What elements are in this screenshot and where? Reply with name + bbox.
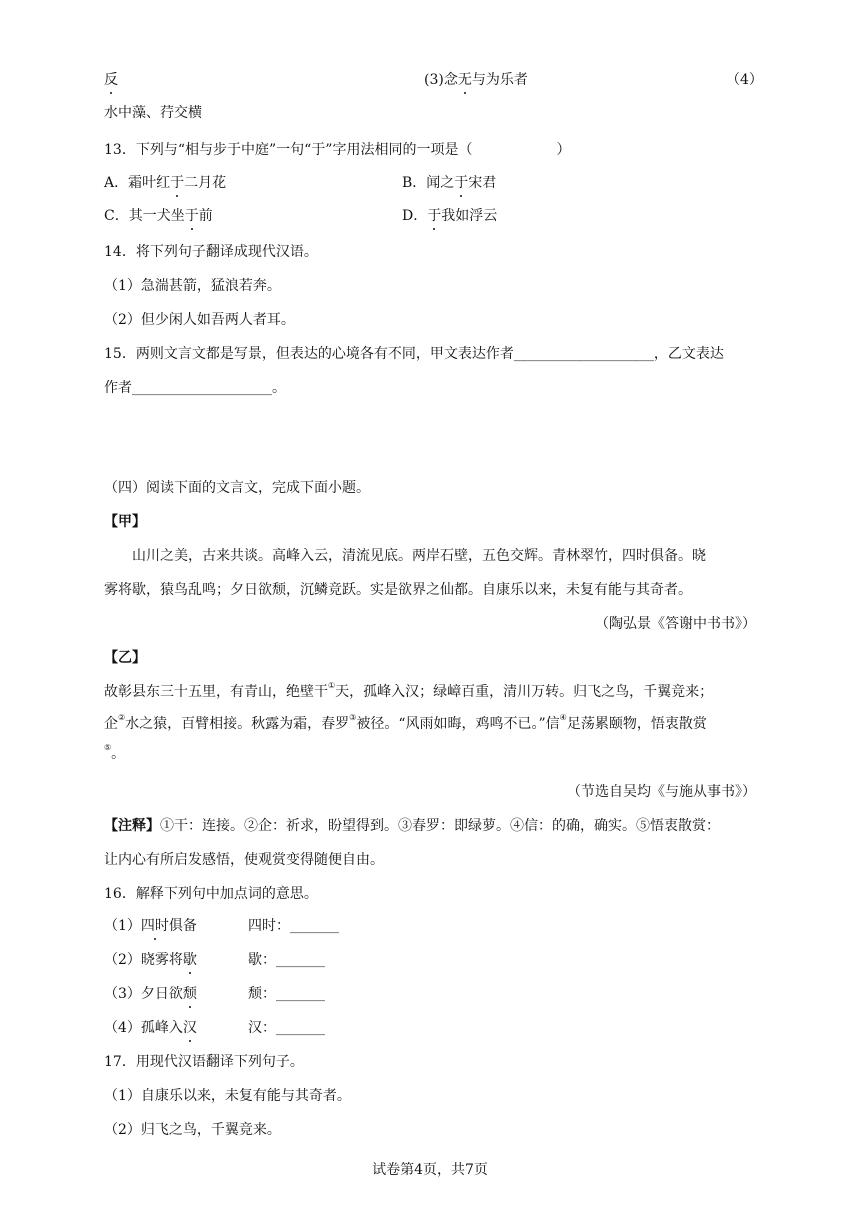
q14-sentence-1: （1）急湍甚箭，猛浪若奔。: [104, 278, 281, 294]
q17-sentence-2: （2）归飞之鸟，千翼竞来。: [104, 1122, 281, 1138]
q13-option-b[interactable]: B．闻之于宋君: [402, 175, 497, 191]
q16-item-2: （2）晓雾将歇: [104, 952, 197, 968]
q13-stem: 13．下列与“相与步于中庭”一句“于”字用法相同的一项是（ ）: [104, 142, 571, 158]
item-4-text: 水中藻、荇交横: [104, 105, 202, 121]
dotted-char: 于: [427, 208, 442, 224]
line-fragment-fan: [104, 70, 118, 90]
notes-label: 【注释】: [104, 818, 160, 834]
dotted-char: 于: [184, 208, 199, 224]
dotted-char: 于: [454, 175, 469, 191]
dotted-char: 颓: [182, 986, 197, 1002]
page-footer: 试卷第4页，共7页: [372, 1162, 488, 1178]
q16-stem: 16．解释下列句中加点词的意思。: [104, 886, 318, 902]
q15-line-2: 作者____________________。: [104, 380, 286, 396]
yi-paragraph-line-1: 故彰县东三十五里，有青山，绝壁干①天，孤峰入汉；绿嶂百重，清川万转。归飞之鸟，千翼竞来；: [104, 681, 714, 700]
q17-sentence-1: （1）自康乐以来，未复有能与其奇者。: [104, 1088, 351, 1104]
jia-label: 【甲】: [104, 514, 146, 530]
yi-paragraph-line-2: 企②水之猿，百臂相接。秋露为霜，春罗③被径。“风雨如晦，鸡鸣不已。”信④足荡累颐物，悟衷散赏: [104, 713, 707, 732]
q16-answer-3[interactable]: 颓：_______: [248, 986, 325, 1002]
q13-option-c[interactable]: C．其一犬坐于前: [104, 208, 213, 224]
notes-line-2: 让内心有所启发感悟，使观赏变得随便自由。: [104, 852, 384, 868]
q16-item-1: （1）四时俱备: [104, 918, 197, 934]
q13-option-a[interactable]: A．霜叶红于二月花: [104, 175, 227, 191]
yi-label: 【乙】: [104, 650, 146, 666]
footnote-mark-3: ③: [349, 713, 357, 722]
dotted-word: 四时: [140, 918, 169, 934]
q16-item-4: （4）孤峰入汉: [104, 1020, 197, 1036]
dotted-char: 歇: [182, 952, 197, 968]
yi-source: （节选自吴均《与施从事书》）: [567, 784, 756, 800]
q16-item-3: （3）夕日欲颓: [104, 986, 197, 1002]
jia-source: （陶弘景《答谢中书书》）: [595, 616, 756, 632]
dotted-char: 反: [104, 72, 118, 88]
q16-answer-4[interactable]: 汉：_______: [248, 1020, 325, 1036]
footnote-mark-1: ①: [328, 681, 336, 690]
q14-stem: 14．将下列句子翻译成现代汉语。: [104, 244, 318, 260]
jia-paragraph-line-2: 雾将歇，猿鸟乱鸣；夕日欲颓，沉鳞竞跃。实是欲界之仙都。自康乐以来，未复有能与其奇者。: [104, 582, 692, 598]
q15-line-1: 15．两则文言文都是写景，但表达的心境各有不同，甲文表达作者____________________，乙文表达: [104, 346, 724, 362]
footnote-mark-4: ④: [559, 713, 567, 722]
dotted-char: 于: [170, 175, 185, 191]
section-4-heading: （四）阅读下面的文言文，完成下面小题。: [104, 480, 370, 496]
q17-stem: 17．用现代汉语翻译下列句子。: [104, 1054, 304, 1070]
footnote-mark-5: ⑤: [104, 743, 112, 752]
item-3-nian-wu: (3)念无与为乐者: [424, 72, 528, 88]
item-4-label: （4）: [726, 72, 763, 88]
jia-paragraph-line-1: 山川之美，古来共谈。高峰入云，清流见底。两岸石壁，五色交辉。青林翠竹，四时俱备。晓: [132, 548, 706, 564]
dotted-char: 无: [457, 72, 472, 88]
q14-sentence-2: （2）但少闲人如吾两人者耳。: [104, 312, 295, 328]
notes-line-1: 【注释】①干：连接。②企：祈求，盼望得到。③春罗：即绿萝。④信：的确，确实。⑤悟衷散赏：: [104, 818, 720, 834]
q13-option-d[interactable]: D．于我如浮云: [402, 208, 498, 224]
dotted-char: 汉: [182, 1020, 197, 1036]
yi-paragraph-line-3: ⑤。: [104, 743, 126, 762]
footnote-mark-2: ②: [118, 713, 126, 722]
q16-answer-2[interactable]: 歇：_______: [248, 952, 325, 968]
q16-answer-1[interactable]: 四时：_______: [248, 918, 339, 934]
